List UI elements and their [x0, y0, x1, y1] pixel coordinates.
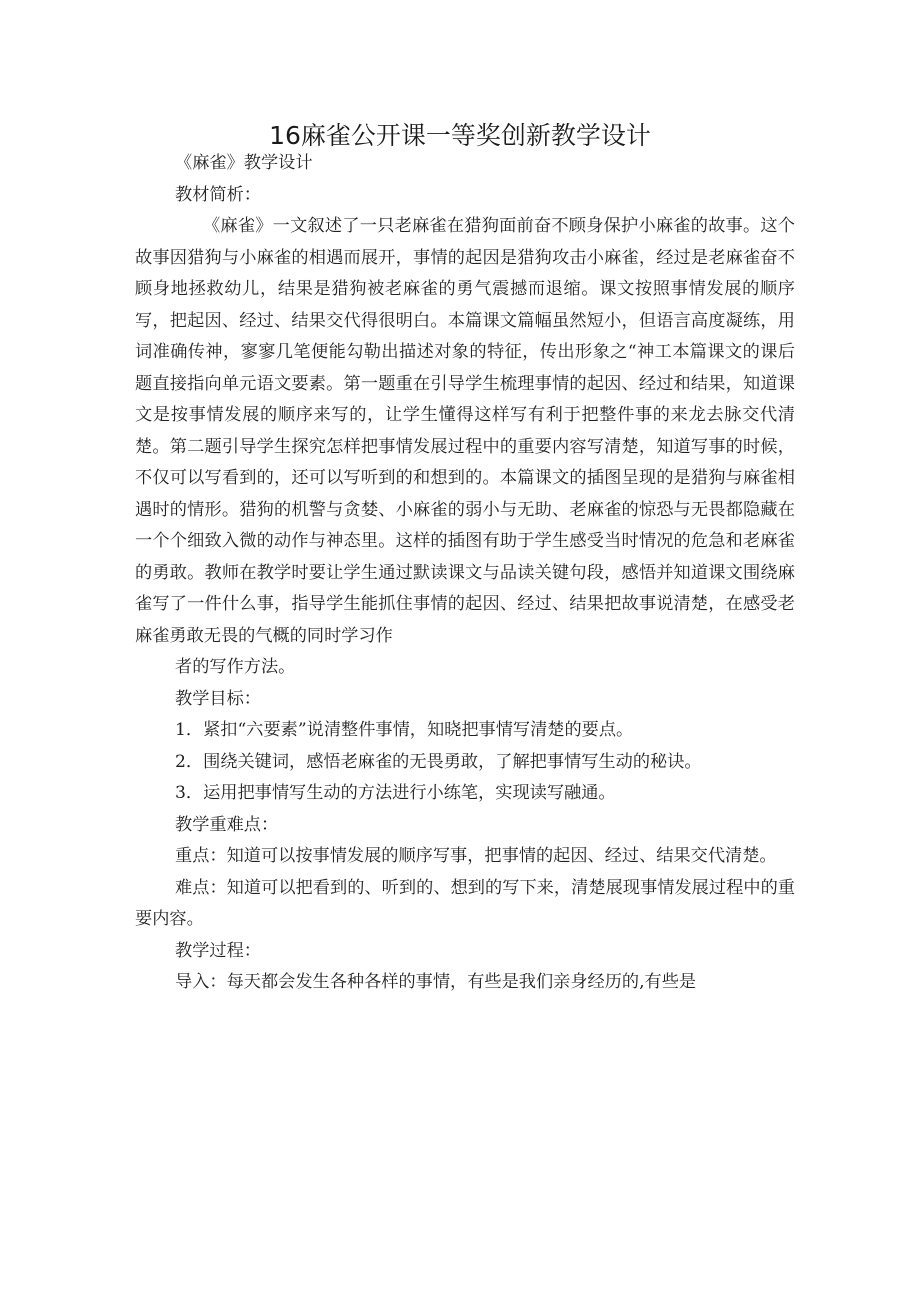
intro-paragraph: 导入：每天都会发生各种各样的事情，有些是我们亲身经历的,有些是 [175, 972, 697, 992]
material-paragraph: 《麻雀》一文叙述了一只老麻雀在猎狗面前奋不顾身保护小麻雀的故事。这个故事因猎狗与小麻雀的相遇而展开，事情的起因是猎狗攻击小麻雀，经过是老麻雀奋不顾身地拯救幼儿，结果是猎狗被老麻雀的勇气震撼而退缩。课文按照事情发展的顺序写，把起因、经过、结果交代得很明白。本篇课文篇幅虽然短小，但语言高度凝练，用词准确传神，寥寥几笔便能勾勒出描述对象的特征，传出形象之“神工本篇课文的课后题直接指向单元语文要素。第一题重在引导学生梳理事情的起因、经过和结果，知道课文是按事情发展的顺序来写的，让学生懂得这样写有利于把整件事的来龙去脉交代清楚。第二题引导学生探究怎样把事情发展过程中的重要内容写清楚，知道写事的时候，不仅可以写看到的，还可以写听到的和想到的。本篇课文的插图呈现的是猎狗与麻雀相遇时的情形。猎狗的机警与贪婪、小麻雀的弱小与无助、老麻雀的惊恐与无畏都隐藏在一个个细致入微的动作与神态里。这样的插图有助于学生感受当时情况的危急和老麻雀的勇敢。教师在教学时要让学生通过默读课文与品读关键句段，感悟并知道课文围绕麻雀写了一件什么事，指导学生能抓住事情的起因、经过、结果把故事说清楚，在感受老麻雀勇敢无畏的气概的同时学习作 [135, 216, 795, 646]
key-points-heading: 教学重难点： [175, 814, 279, 835]
goals-heading: 教学目标： [175, 688, 261, 709]
process-heading: 教学过程： [175, 940, 261, 961]
material-continuation: 者的写作方法。 [175, 657, 296, 677]
subtitle: 《麻雀》教学设计 [175, 153, 313, 173]
material-heading: 教材简析： [175, 184, 261, 205]
difficult-point: 难点：知道可以把看到的、听到的、想到的写下来，清楚展现事情发展过程中的重要内容。 [135, 877, 795, 929]
goal-item-1: 1．紧扣“六要素”说清整件事情，知晓把事情写清楚的要点。 [175, 720, 634, 740]
document-body [135, 148, 795, 999]
goal-item-2: 2．围绕关键词，感悟老麻雀的无畏勇敢，了解把事情写生动的秘诀。 [175, 751, 702, 772]
goal-item-3: 3．运用把事情写生动的方法进行小练笔，实现读写融通。 [175, 783, 616, 803]
document-title: 16麻雀公开课一等奖创新教学设计 [269, 121, 651, 150]
key-point: 重点：知道可以按事情发展的顺序写事，把事情的起因、经过、结果交代清楚。 [175, 846, 777, 866]
